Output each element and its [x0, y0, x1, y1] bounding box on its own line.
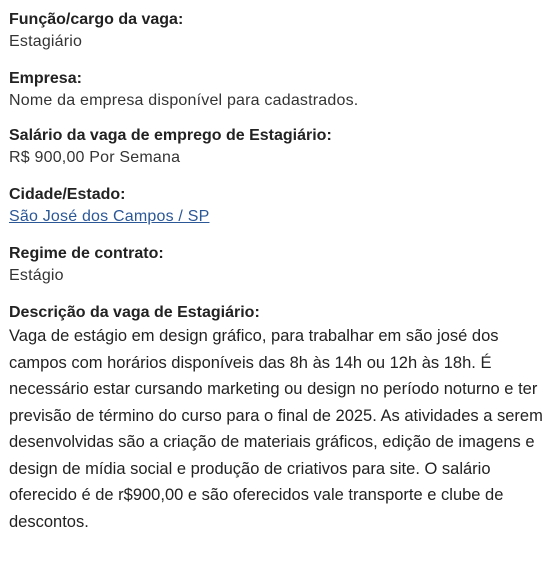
location-label: Cidade/Estado: — [9, 186, 126, 203]
description-text: Vaga de estágio em design gráfico, para trabalhar em são josé dos campos com horários disponíveis das 8h às 14h ou 12h às 18h. É necessário estar cursando marketing ou design no período noturno e ter previsão de término do curso para o final de 2025. As atividades a serem desenvolvidas são a criação de materiais gráficos, edição de imagens e design de mídia social e produção de criativos para site. O salário oferecido é de r$900,00 e são oferecidos vale transporte e clube de descontos. — [9, 327, 543, 531]
contract-field — [9, 243, 550, 288]
company-field — [9, 68, 550, 113]
role-label: Função/cargo da vaga: — [9, 11, 184, 28]
salary-value: R$ 900,00 Por Semana — [9, 149, 181, 166]
location-field — [9, 184, 550, 229]
contract-label: Regime de contrato: — [9, 245, 164, 262]
role-value: Estagiário — [9, 33, 83, 50]
salary-field — [9, 125, 550, 170]
company-value: Nome da empresa disponível para cadastrados. — [9, 92, 359, 109]
location-link[interactable]: São José dos Campos / SP — [9, 208, 210, 225]
role-field — [9, 9, 550, 54]
description-field — [9, 302, 550, 535]
salary-label: Salário da vaga de emprego de Estagiário: — [9, 127, 332, 144]
contract-value: Estágio — [9, 267, 64, 284]
company-label: Empresa: — [9, 70, 82, 87]
description-label: Descrição da vaga de Estagiário: — [9, 304, 260, 321]
